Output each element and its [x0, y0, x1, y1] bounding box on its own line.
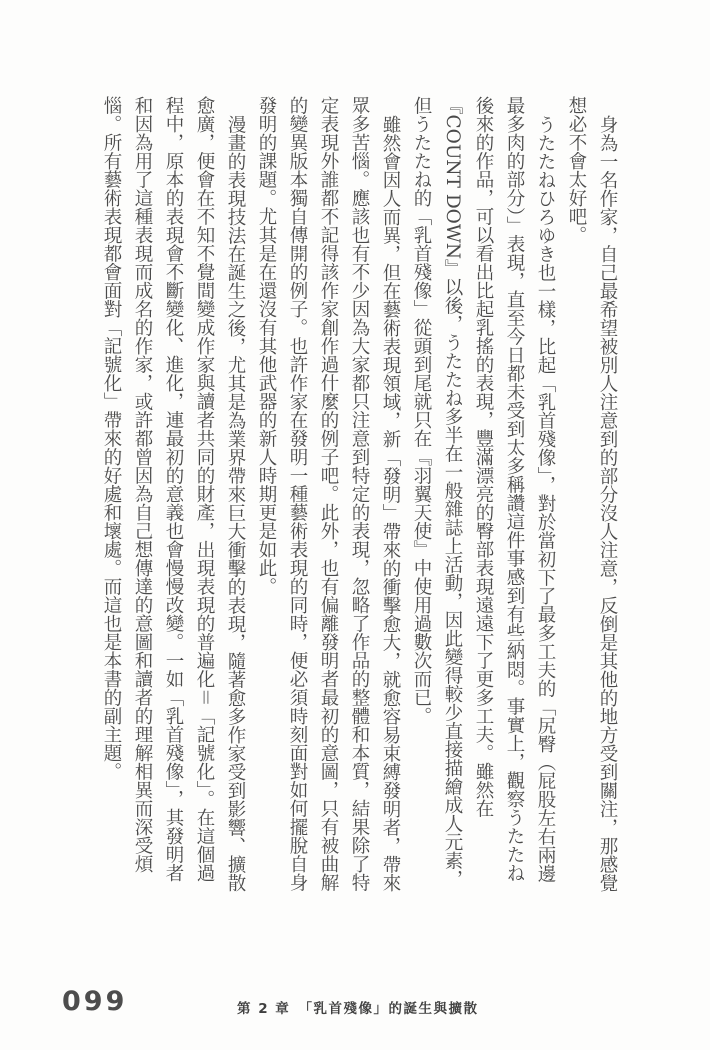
paragraph-2: うたたねひろゆき也一樣，比起「乳首殘像」，對於當初下了最多工夫的「尻臀（屁股左右兩邊最多肉的部分）」表現，直至今日都未受到太多稱讚這件事感到有些納悶。事實上，觀察うたたね後來的作品，可以看出比起乳搖的表現，豐滿漂亮的臀部表現遠遠下了更多工夫。雖然在『COUNT DOWN』以後，うたたね多半在一般雜誌上活動，因此變得較少直接描繪成人元素，但うたたね的「乳首殘像」從頭到尾就只在『羽翼天使』中使用過數次而已。	[411, 96, 556, 889]
paragraph-1: 身為一名作家，自己最希望被別人注意到的部分沒人注意，反倒是其他的地方受到關注，那感覺想必不會太好吧。	[566, 96, 618, 892]
body-text	[96, 96, 623, 896]
page-number: 099	[62, 986, 128, 1017]
paragraph-4: 漫畫的表現技法在誕生之後，尤其是為業界帶來巨大衝擊的表現，隨著愈多作家受到影響、擴散愈廣，便會在不知不覺間變成作家與讀者共同的財產，出現表現的普遍化＝「記號化」。在這個過程中，原本的表現會不斷變化、進化，連最初的意義也會慢慢改變。一如「乳首殘像」，其發明者和因為用了這種表現而成名的作家，或許都曾因為自己想傳達的意圖和讀者的理解相異而深受煩惱。所有藝術表現都會面對「記號化」帶來的好處和壞處。而這也是本書的副主題。	[101, 96, 246, 892]
paragraph-3: 雖然會因人而異，但在藝術表現領域，新「發明」帶來的衝擊愈大，就愈容易束縛發明者，帶來眾多苦惱。應該也有不少因為大家都只注意到特定的表現，忽略了作品的整體和本質，結果除了特定表現外誰都不記得該作家創作過什麼的例子吧。此外，也有偏離發明者最初的意圖，只有被曲解的變異版本獨自傳開的例子。也許作家在發明一種藝術表現的同時，便必須時刻面對如何擺脫自身發明的課題。尤其是在還沒有其他武器的新人時期更是如此。	[256, 96, 401, 892]
footer-chapter-title: 第 2 章 「乳首殘像」的誕生與擴散	[237, 1001, 479, 1017]
